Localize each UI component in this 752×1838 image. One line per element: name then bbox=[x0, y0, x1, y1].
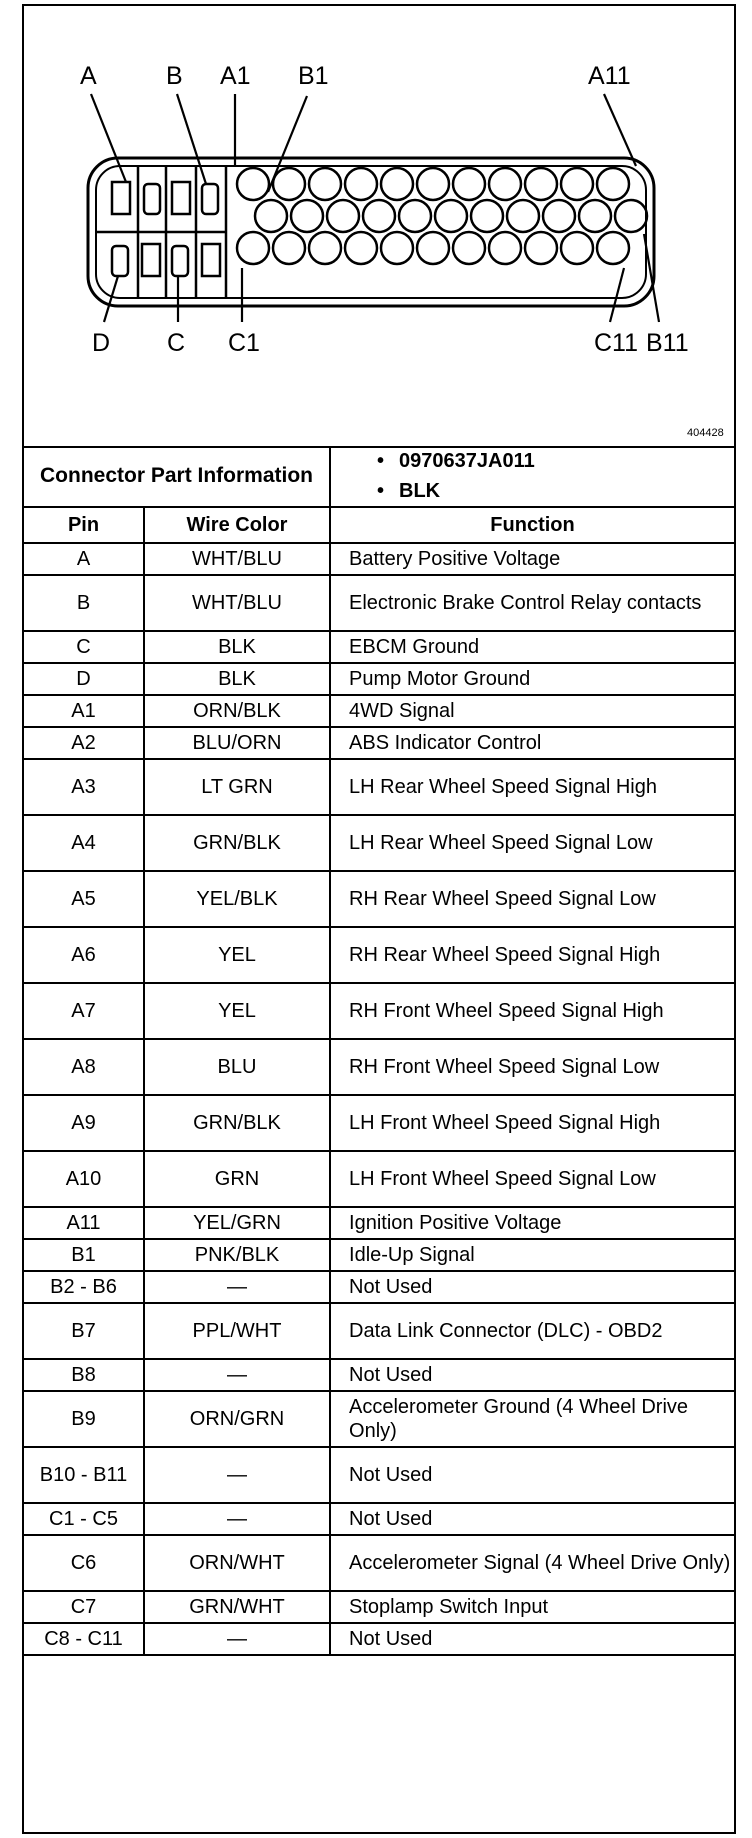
wire-color-cell: — bbox=[144, 1623, 330, 1655]
header-pin: Pin bbox=[24, 507, 144, 543]
pin-cavity bbox=[453, 232, 485, 264]
label-pin-c: C bbox=[167, 329, 186, 357]
header-function: Function bbox=[330, 507, 734, 543]
connector-face-drawing bbox=[24, 6, 734, 448]
wire-color-cell: BLK bbox=[144, 663, 330, 695]
wire-color-cell: ORN/WHT bbox=[144, 1535, 330, 1591]
pin-cell: B9 bbox=[24, 1391, 144, 1447]
wire-color-cell: — bbox=[144, 1447, 330, 1503]
table-row bbox=[24, 1207, 734, 1239]
pin-cavity bbox=[507, 200, 539, 232]
pin-cell: C8 - C11 bbox=[24, 1623, 144, 1655]
pin-cell: A2 bbox=[24, 727, 144, 759]
pin-cavity bbox=[399, 200, 431, 232]
label-pin-b1: B1 bbox=[298, 62, 329, 90]
pin-cell: A3 bbox=[24, 759, 144, 815]
function-cell: Accelerometer Ground (4 Wheel Drive Only) bbox=[330, 1391, 734, 1447]
table-row bbox=[24, 1623, 734, 1655]
wire-color-cell: YEL bbox=[144, 927, 330, 983]
function-cell: RH Rear Wheel Speed Signal Low bbox=[330, 871, 734, 927]
pin-cell: A11 bbox=[24, 1207, 144, 1239]
table-row bbox=[24, 1303, 734, 1359]
connector-info-row bbox=[24, 446, 734, 507]
table-row bbox=[24, 1503, 734, 1535]
function-cell: LH Rear Wheel Speed Signal Low bbox=[330, 815, 734, 871]
wire-color-cell: — bbox=[144, 1503, 330, 1535]
wire-color-cell: — bbox=[144, 1271, 330, 1303]
connector-info-values: • 0970637JA011 • BLK bbox=[330, 446, 734, 507]
label-pin-b11: B11 bbox=[646, 329, 689, 357]
pinout-table bbox=[24, 446, 734, 1656]
pin-cavity bbox=[417, 168, 449, 200]
table-row bbox=[24, 1359, 734, 1391]
pin-cavity bbox=[345, 168, 377, 200]
pin-cell: A4 bbox=[24, 815, 144, 871]
pin-cell: B2 - B6 bbox=[24, 1271, 144, 1303]
function-cell: LH Rear Wheel Speed Signal High bbox=[330, 759, 734, 815]
pin-cell: C6 bbox=[24, 1535, 144, 1591]
wire-color-cell: GRN bbox=[144, 1151, 330, 1207]
function-cell: Accelerometer Signal (4 Wheel Drive Only) bbox=[330, 1535, 734, 1591]
pin-cell: B bbox=[24, 575, 144, 631]
table-row bbox=[24, 1271, 734, 1303]
pin-cell: A7 bbox=[24, 983, 144, 1039]
wire-color-cell: BLU bbox=[144, 1039, 330, 1095]
label-pin-a: A bbox=[80, 62, 97, 90]
pin-cavity bbox=[363, 200, 395, 232]
function-cell: RH Front Wheel Speed Signal Low bbox=[330, 1039, 734, 1095]
pin-cavity bbox=[489, 168, 521, 200]
pin-cavity bbox=[489, 232, 521, 264]
wire-color-cell: PNK/BLK bbox=[144, 1239, 330, 1271]
label-pin-c1: C1 bbox=[228, 329, 260, 357]
label-pin-a1: A1 bbox=[220, 62, 251, 90]
pin-cell: A10 bbox=[24, 1151, 144, 1207]
pin-cell: B7 bbox=[24, 1303, 144, 1359]
pin-cavity bbox=[435, 200, 467, 232]
pin-cell: A8 bbox=[24, 1039, 144, 1095]
function-cell: 4WD Signal bbox=[330, 695, 734, 727]
pin-cavity bbox=[273, 168, 305, 200]
function-cell: Stoplamp Switch Input bbox=[330, 1591, 734, 1623]
label-pin-a11: A11 bbox=[588, 62, 631, 90]
pin-cavity bbox=[525, 232, 557, 264]
table-row bbox=[24, 727, 734, 759]
large-terminal-block bbox=[96, 166, 226, 298]
pin-cavity bbox=[291, 200, 323, 232]
table-row bbox=[24, 695, 734, 727]
wire-color-cell: WHT/BLU bbox=[144, 543, 330, 575]
connector-sheet bbox=[22, 4, 736, 1834]
pin-cavity bbox=[615, 200, 647, 232]
table-row bbox=[24, 543, 734, 575]
wire-color-cell: GRN/BLK bbox=[144, 815, 330, 871]
function-cell: LH Front Wheel Speed Signal High bbox=[330, 1095, 734, 1151]
table-row bbox=[24, 1535, 734, 1591]
table-row bbox=[24, 927, 734, 983]
pin-cavity bbox=[309, 168, 341, 200]
function-cell: Data Link Connector (DLC) - OBD2 bbox=[330, 1303, 734, 1359]
connector-info-label: Connector Part Information bbox=[24, 446, 330, 507]
function-cell: EBCM Ground bbox=[330, 631, 734, 663]
pin-cavity bbox=[381, 232, 413, 264]
function-cell: RH Rear Wheel Speed Signal High bbox=[330, 927, 734, 983]
table-row bbox=[24, 871, 734, 927]
function-cell: Not Used bbox=[330, 1623, 734, 1655]
pin-cell: B10 - B11 bbox=[24, 1447, 144, 1503]
pin-cavity bbox=[237, 232, 269, 264]
table-row bbox=[24, 1151, 734, 1207]
table-row bbox=[24, 575, 734, 631]
wire-color-cell: YEL bbox=[144, 983, 330, 1039]
table-row bbox=[24, 1095, 734, 1151]
table-row bbox=[24, 1039, 734, 1095]
wire-color-cell: — bbox=[144, 1359, 330, 1391]
function-cell: Pump Motor Ground bbox=[330, 663, 734, 695]
pin-cell: A9 bbox=[24, 1095, 144, 1151]
function-cell: Battery Positive Voltage bbox=[330, 543, 734, 575]
wire-color-cell: BLU/ORN bbox=[144, 727, 330, 759]
pin-cell: A5 bbox=[24, 871, 144, 927]
wire-color-cell: WHT/BLU bbox=[144, 575, 330, 631]
pin-cell: A6 bbox=[24, 927, 144, 983]
label-pin-b: B bbox=[166, 62, 183, 90]
round-pin-field bbox=[237, 168, 647, 264]
pin-cavity bbox=[525, 168, 557, 200]
wire-color-cell: ORN/GRN bbox=[144, 1391, 330, 1447]
pin-cell: C1 - C5 bbox=[24, 1503, 144, 1535]
pin-cavity bbox=[309, 232, 341, 264]
function-cell: Not Used bbox=[330, 1359, 734, 1391]
wire-color-cell: YEL/GRN bbox=[144, 1207, 330, 1239]
function-cell: ABS Indicator Control bbox=[330, 727, 734, 759]
table-row bbox=[24, 1447, 734, 1503]
table-row bbox=[24, 1239, 734, 1271]
table-row bbox=[24, 1591, 734, 1623]
table-row bbox=[24, 983, 734, 1039]
connector-diagram bbox=[24, 6, 734, 448]
label-pin-d: D bbox=[92, 329, 111, 357]
pin-cavity bbox=[561, 168, 593, 200]
pin-cavity bbox=[417, 232, 449, 264]
wire-color-cell: BLK bbox=[144, 631, 330, 663]
wire-color-cell: PPL/WHT bbox=[144, 1303, 330, 1359]
function-cell: Idle-Up Signal bbox=[330, 1239, 734, 1271]
pin-cell: A1 bbox=[24, 695, 144, 727]
pin-cavity bbox=[597, 232, 629, 264]
pin-cavity bbox=[381, 168, 413, 200]
pin-cavity bbox=[597, 168, 629, 200]
function-cell: Not Used bbox=[330, 1503, 734, 1535]
wire-color-cell: YEL/BLK bbox=[144, 871, 330, 927]
function-cell: Not Used bbox=[330, 1271, 734, 1303]
function-cell: RH Front Wheel Speed Signal High bbox=[330, 983, 734, 1039]
connector-part-number: 0970637JA011 bbox=[399, 450, 535, 472]
table-row bbox=[24, 759, 734, 815]
function-cell: Electronic Brake Control Relay contacts bbox=[330, 575, 734, 631]
pin-cavity bbox=[273, 232, 305, 264]
table-header-row bbox=[24, 507, 734, 543]
wire-color-cell: LT GRN bbox=[144, 759, 330, 815]
pin-cell: C7 bbox=[24, 1591, 144, 1623]
wire-color-cell: GRN/BLK bbox=[144, 1095, 330, 1151]
pin-cavity bbox=[453, 168, 485, 200]
figure-number: 404428 bbox=[687, 427, 724, 439]
pin-cavity bbox=[561, 232, 593, 264]
pin-cell: A bbox=[24, 543, 144, 575]
pin-cavity bbox=[327, 200, 359, 232]
pin-cavity bbox=[543, 200, 575, 232]
function-cell: Ignition Positive Voltage bbox=[330, 1207, 734, 1239]
header-wire-color: Wire Color bbox=[144, 507, 330, 543]
table-row bbox=[24, 1391, 734, 1447]
table-row bbox=[24, 631, 734, 663]
pin-cavity bbox=[471, 200, 503, 232]
label-pin-c11: C11 bbox=[594, 329, 639, 357]
pin-cavity bbox=[237, 168, 269, 200]
table-row bbox=[24, 663, 734, 695]
function-cell: LH Front Wheel Speed Signal Low bbox=[330, 1151, 734, 1207]
pin-cell: B1 bbox=[24, 1239, 144, 1271]
function-cell: Not Used bbox=[330, 1447, 734, 1503]
wire-color-cell: ORN/BLK bbox=[144, 695, 330, 727]
pin-cavity bbox=[255, 200, 287, 232]
pin-cell: B8 bbox=[24, 1359, 144, 1391]
pin-cell: D bbox=[24, 663, 144, 695]
table-row bbox=[24, 815, 734, 871]
pin-cell: C bbox=[24, 631, 144, 663]
wire-color-cell: GRN/WHT bbox=[144, 1591, 330, 1623]
pin-cavity bbox=[345, 232, 377, 264]
connector-color: BLK bbox=[399, 480, 441, 502]
pin-cavity bbox=[579, 200, 611, 232]
